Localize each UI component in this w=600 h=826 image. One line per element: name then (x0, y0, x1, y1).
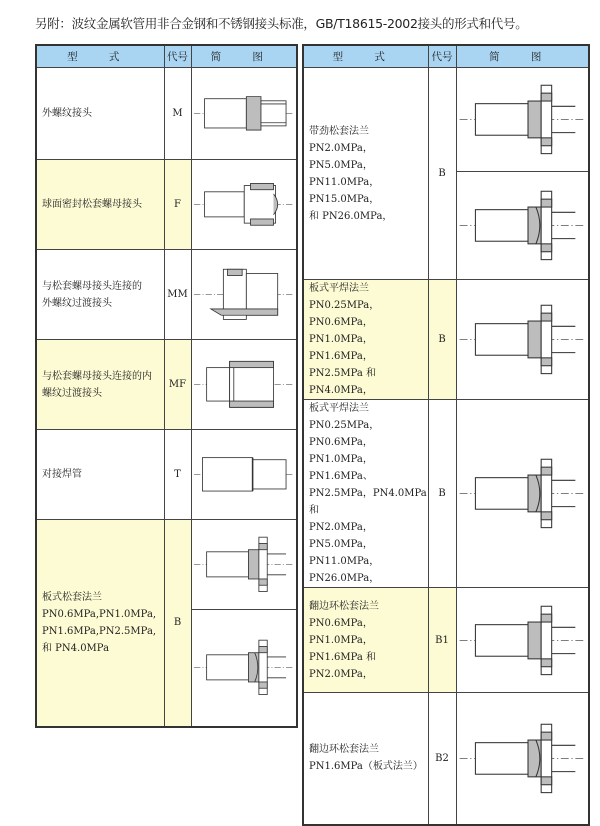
loose-plate-flange-icon (191, 610, 297, 727)
male-adapter-icon (191, 250, 297, 340)
male-thread-fitting-icon (191, 68, 297, 160)
table-row (303, 68, 589, 172)
type-pressure: 螺纹过渡接头 (42, 387, 102, 399)
type-pressure: PN1.6MPa（板式法兰） (309, 761, 423, 773)
type-name: 对接焊管 (42, 469, 82, 480)
plate-weld-flange-icon (456, 400, 589, 588)
type-cell (303, 588, 428, 693)
type-cell (36, 68, 164, 160)
table-row (303, 400, 589, 588)
code-cell: M (164, 68, 191, 160)
type-pressure: PN0.6MPa,PN1.0MPa, (42, 608, 157, 620)
plate-weld-flange-icon (456, 280, 589, 400)
type-pressure: 和 PN4.0MPa (42, 642, 110, 654)
header-row (36, 45, 297, 68)
type-name: 球面密封松套螺母接头 (42, 199, 142, 210)
code-cell: MM (164, 250, 191, 340)
type-pressure: PN2.5MPa，PN4.0MPa 和 (309, 488, 427, 516)
type-cell (36, 340, 164, 430)
neck-loose-flange-icon (456, 68, 589, 172)
header-diagram: 简 图 (456, 45, 589, 68)
code-cell: B (428, 68, 456, 280)
header-code: 代号 (428, 45, 456, 68)
type-name: 与松套螺母接头连接的 (42, 280, 142, 292)
table-row (303, 693, 589, 825)
page-title: 另附：波纹金属软管用非合金钢和不锈钢接头标准，GB/T18615-2002接头的形式和代号。 (35, 16, 528, 31)
type-pressure: PN11.0MPa，PN26.0MPa， (309, 556, 380, 584)
spherical-nut-fitting-icon (191, 160, 297, 250)
type-pressure: PN0.25MPa，PN0.6MPa， (309, 300, 380, 328)
type-name: 翻边环松套法兰 (309, 744, 379, 756)
table-row (36, 340, 297, 430)
type-pressure: 和 PN26.0MPa， (309, 210, 393, 222)
butt-weld-pipe-icon (191, 430, 297, 520)
code-cell: B (428, 400, 456, 588)
type-pressure: PN0.6MPa，PN1.0MPa， (309, 617, 373, 646)
neck-loose-flange-icon (456, 172, 589, 280)
type-cell (303, 693, 428, 825)
header-type: 型 式 (36, 45, 164, 68)
type-pressure: PN1.0MPa，PN1.6MPa， (309, 334, 373, 362)
table-row (36, 430, 297, 520)
code-cell: T (164, 430, 191, 520)
type-pressure: PN2.0MPa，PN5.0MPa， (309, 142, 373, 171)
code-cell: B2 (428, 693, 456, 825)
header-type: 型 式 (303, 45, 428, 68)
type-cell (36, 430, 164, 520)
table-row (36, 520, 297, 610)
type-name: 板式平焊法兰 (309, 283, 369, 294)
table-row (36, 250, 297, 340)
type-pressure: PN11.0MPa，PN15.0MPa， (309, 176, 380, 205)
type-name: 与松套螺母接头连接的内 (42, 370, 152, 382)
code-cell: F (164, 160, 191, 250)
header-code: 代号 (164, 45, 191, 68)
code-cell: B (164, 520, 191, 727)
type-cell (303, 280, 428, 400)
female-adapter-icon (191, 340, 297, 430)
type-pressure: PN1.6MPa 和 PN2.0MPa， (309, 651, 377, 680)
type-cell (303, 68, 428, 280)
table-row (303, 588, 589, 693)
type-cell (36, 250, 164, 340)
table-row (303, 280, 589, 400)
type-pressure: PN2.0MPa，PN5.0MPa， (309, 522, 373, 550)
type-name: 带劲松套法兰 (309, 125, 369, 137)
type-name: 板式平焊法兰 (309, 403, 369, 414)
loose-plate-flange-icon (191, 520, 297, 610)
type-cell (36, 160, 164, 250)
type-pressure: 外螺纹过渡接头 (42, 297, 112, 309)
table-row (36, 160, 297, 250)
type-cell (303, 400, 428, 588)
type-name: 翻边环松套法兰 (309, 600, 379, 612)
header-diagram: 简 图 (191, 45, 297, 68)
type-pressure: PN2.5MPa 和 PN4.0MPa， (309, 368, 377, 396)
type-cell (36, 520, 164, 727)
right-table (302, 44, 590, 826)
lap-joint-flange-icon (456, 693, 589, 825)
code-cell: MF (164, 340, 191, 430)
left-table (35, 44, 298, 728)
header-row (303, 45, 589, 68)
code-cell: B1 (428, 588, 456, 693)
type-name: 外螺纹接头 (42, 108, 92, 119)
type-pressure: PN1.0MPa，PN1.6MPa、 (309, 454, 373, 482)
type-name: 板式松套法兰 (42, 591, 102, 603)
table-row (36, 68, 297, 160)
lap-joint-flange-icon (456, 588, 589, 693)
type-pressure: PN0.25MPa，PN0.6MPa， (309, 420, 380, 448)
type-pressure: PN1.6MPa,PN2.5MPa, (42, 625, 157, 637)
code-cell: B (428, 280, 456, 400)
